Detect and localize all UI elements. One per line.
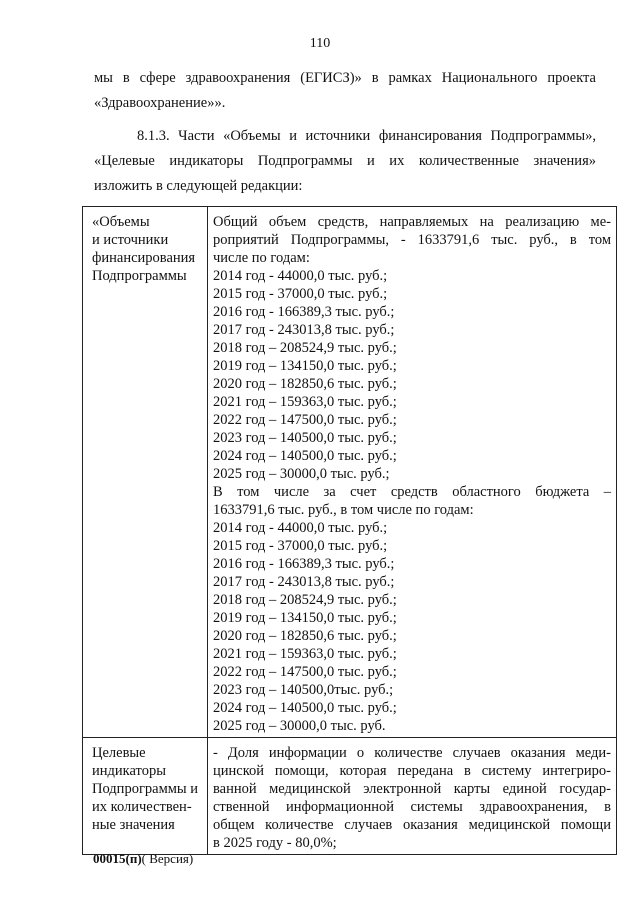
regional-year-line: 2018 год – 208524,9 тыс. руб.; xyxy=(213,592,397,608)
label-line: индикаторы xyxy=(92,763,166,779)
document-version: ( Версия) xyxy=(141,851,194,866)
page-number: 110 xyxy=(309,36,331,51)
regional-budget-line: В том числе за счет средств областного бюджета – xyxy=(213,484,611,500)
regional-year-line: 2017 год - 243013,8 тыс. руб.; xyxy=(213,574,395,590)
footer-code xyxy=(93,851,193,867)
funding-intro-line: роприятий Подпрограммы, - 1633791,6 тыс. руб., в том xyxy=(213,232,611,248)
passport-table xyxy=(82,206,617,855)
regional-year-line: 2015 год - 37000,0 тыс. руб.; xyxy=(213,538,388,554)
label-line: Подпрограммы и xyxy=(92,781,199,797)
label-line: Подпрограммы xyxy=(92,268,187,284)
document-code: 00015(п) xyxy=(93,851,142,866)
regional-year-line: 2014 год - 44000,0 тыс. руб.; xyxy=(213,520,388,536)
regional-year-line: 2023 год – 140500,0тыс. руб.; xyxy=(213,682,394,698)
funding-intro-line: числе по годам: xyxy=(213,250,310,266)
funding-year-line: 2018 год – 208524,9 тыс. руб.; xyxy=(213,340,397,356)
funding-content-cell xyxy=(208,207,617,738)
indicators-content-cell xyxy=(208,738,617,855)
label-line: финансирования xyxy=(92,250,196,266)
regional-year-line: 2020 год – 182850,6 тыс. руб.; xyxy=(213,628,397,644)
table-row-funding xyxy=(83,207,617,738)
funding-year-line: 2023 год – 140500,0 тыс. руб.; xyxy=(213,430,397,446)
intro-line-1: мы в сфере здравоохранения (ЕГИСЗ)» в рамках Национального проекта xyxy=(94,70,596,86)
funding-year-line: 2021 год – 159363,0 тыс. руб.; xyxy=(213,394,397,410)
funding-year-line: 2015 год - 37000,0 тыс. руб.; xyxy=(213,286,388,302)
label-line: Целевые xyxy=(92,745,146,761)
regional-budget-line: 1633791,6 тыс. руб., в том числе по годам: xyxy=(213,502,474,518)
funding-year-line: 2025 год – 30000,0 тыс. руб.; xyxy=(213,466,390,482)
funding-intro-line: Общий объем средств, направляемых на реализацию ме- xyxy=(213,214,611,230)
section-line-2: «Целевые индикаторы Подпрограммы и их количественные значения» xyxy=(94,153,596,169)
funding-year-line: 2022 год – 147500,0 тыс. руб.; xyxy=(213,412,397,428)
section-line-3: изложить в следующей редакции: xyxy=(94,178,303,194)
funding-label-cell xyxy=(83,207,208,738)
regional-year-line: 2025 год – 30000,0 тыс. руб. xyxy=(213,718,386,734)
funding-year-line: 2019 год – 134150,0 тыс. руб.; xyxy=(213,358,397,374)
indicator-line: ственной информационной системы здравоохранения, в xyxy=(213,799,611,815)
section-line-1: 8.1.3. Части «Объемы и источники финансирования Подпрограммы», xyxy=(137,128,596,144)
label-line: их количествен- xyxy=(92,799,192,815)
regional-year-line: 2019 год – 134150,0 тыс. руб.; xyxy=(213,610,397,626)
label-line: «Объемы xyxy=(92,214,150,230)
funding-year-line: 2014 год - 44000,0 тыс. руб.; xyxy=(213,268,388,284)
indicator-line: в 2025 году - 80,0%; xyxy=(213,835,337,851)
regional-year-line: 2024 год – 140500,0 тыс. руб.; xyxy=(213,700,397,716)
regional-year-line: 2022 год – 147500,0 тыс. руб.; xyxy=(213,664,397,680)
intro-line-2: «Здравоохранение»». xyxy=(94,95,226,111)
indicator-line: цинской помощи, которая передана в систему интегриро- xyxy=(213,763,611,779)
funding-year-line: 2020 год – 182850,6 тыс. руб.; xyxy=(213,376,397,392)
funding-year-line: 2024 год – 140500,0 тыс. руб.; xyxy=(213,448,397,464)
label-line: и источники xyxy=(92,232,169,248)
funding-year-line: 2017 год - 243013,8 тыс. руб.; xyxy=(213,322,395,338)
regional-year-line: 2016 год - 166389,3 тыс. руб.; xyxy=(213,556,395,572)
table-row-indicators xyxy=(83,738,617,855)
indicator-line: ванной медицинской электронной карты единой государ- xyxy=(213,781,611,797)
indicators-label-cell xyxy=(83,738,208,855)
label-line: ные значения xyxy=(92,817,175,833)
regional-year-line: 2021 год – 159363,0 тыс. руб.; xyxy=(213,646,397,662)
indicator-line: - Доля информации о количестве случаев оказания меди- xyxy=(213,745,611,761)
funding-year-line: 2016 год - 166389,3 тыс. руб.; xyxy=(213,304,395,320)
indicator-line: общем количестве случаев оказания медицинской помощи xyxy=(213,817,611,833)
